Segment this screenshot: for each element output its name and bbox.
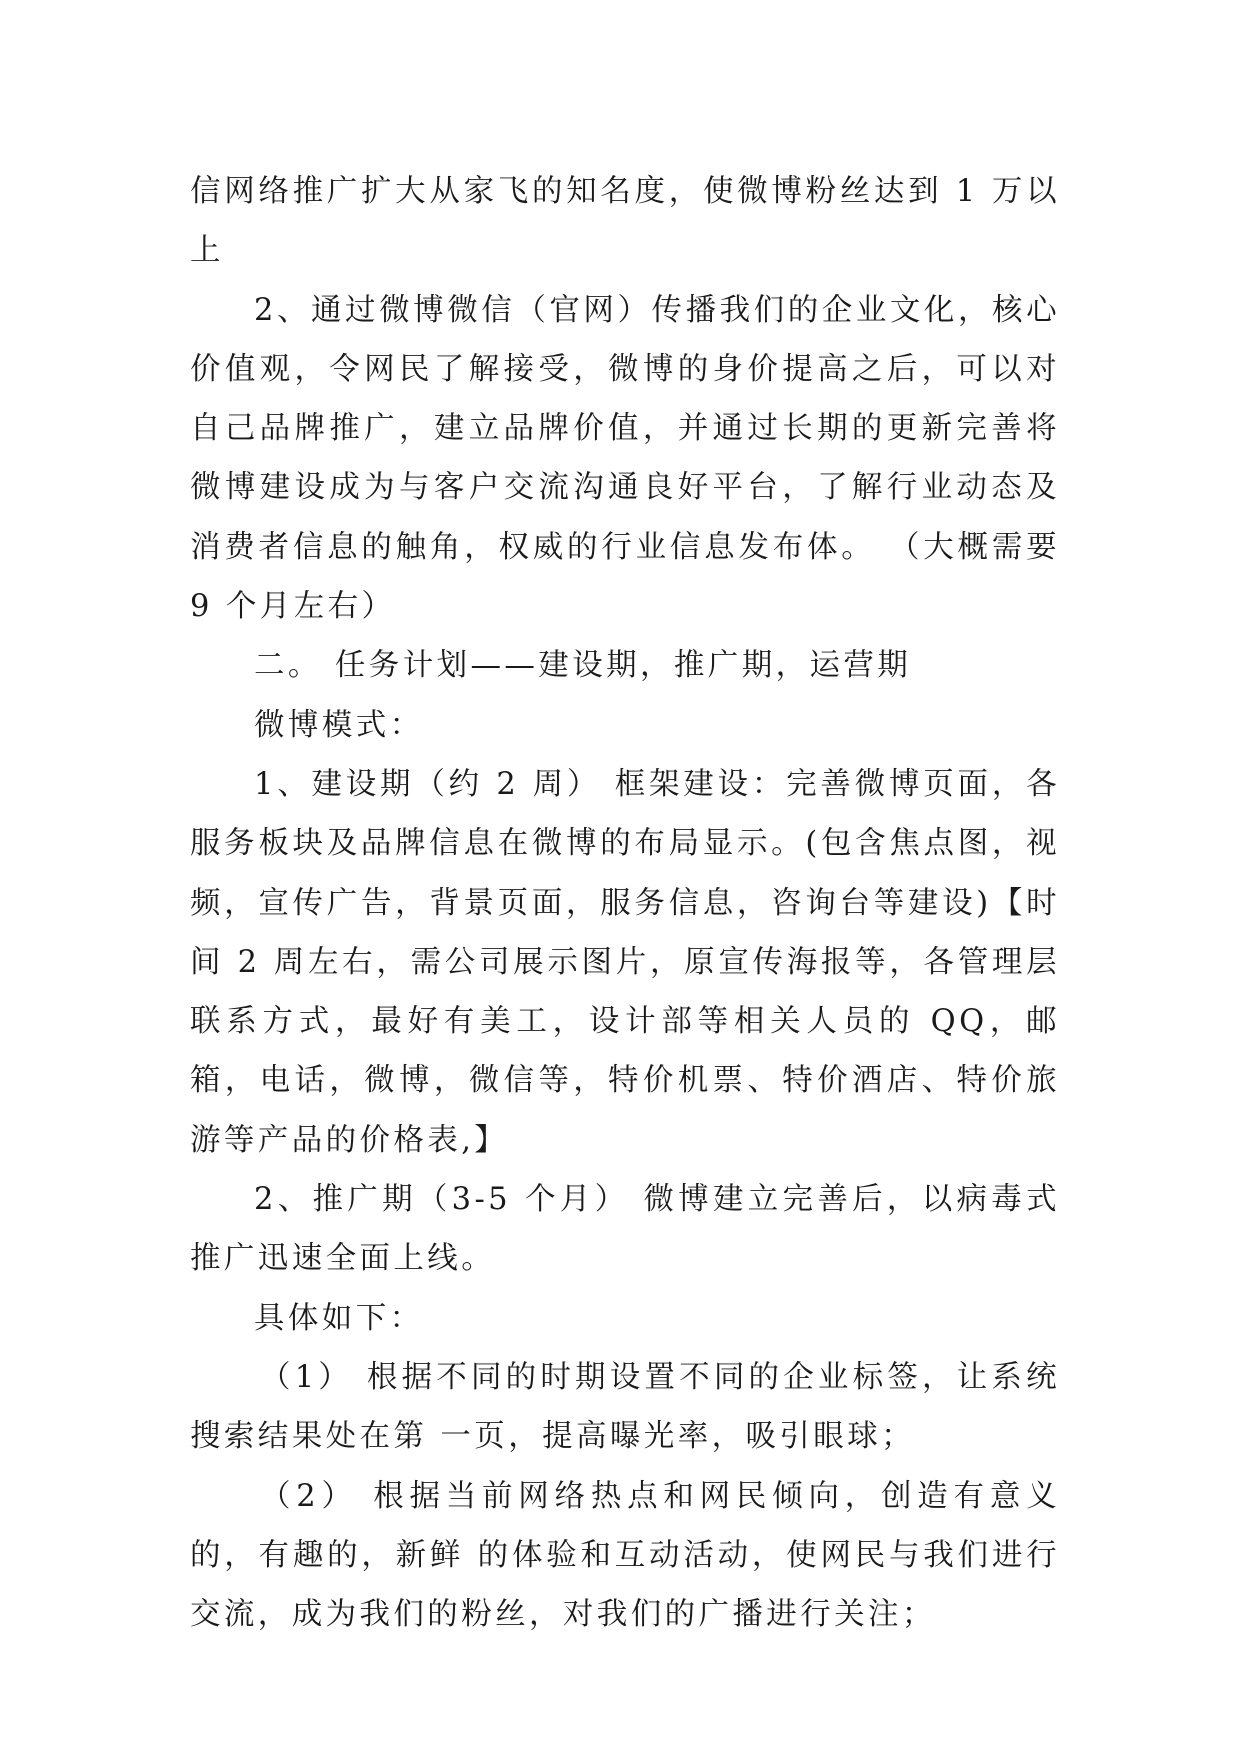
paragraph-details: 具体如下： bbox=[254, 1300, 424, 1336]
document-page bbox=[190, 162, 1074, 1644]
section-heading-task-plan: 二。 任务计划——建设期，推广期，运营期 bbox=[254, 648, 912, 684]
paragraph-construction-phase: 1、建设期（约 2 周） 框架建设：完善微博页面，各服务板块及品牌信息在微博的布局显示。(包含焦点图，视频，宣传广告，背景页面，服务信息，咨询台等建设)【时间 2 周左右，需公司展示图片，原宣传海报等，各管理层联系方式，最好有美工，设计部等相关人员的 QQ，邮箱，电话，微博，微信等，特价机票、特价酒店、特价旅游等产品的价格表,】 bbox=[190, 766, 1060, 1158]
paragraph-weibo-mode: 微博模式： bbox=[254, 707, 424, 743]
paragraph-continued: 信网络推广扩大从家飞的知名度，使微博粉丝达到 1 万以上 bbox=[190, 174, 1060, 269]
list-item-1: （1） 根据不同的时期设置不同的企业标签，让系统搜索结果处在第 一页，提高曝光率，吸引眼球； bbox=[190, 1359, 1060, 1455]
paragraph-promotion-phase: 2、推广期（3-5 个月） 微博建立完善后，以病毒式推广迅速全面上线。 bbox=[190, 1182, 1060, 1277]
list-item-2: （2） 根据当前网络热点和网民倾向，创造有意义的，有趣的，新鲜 的体验和互动活动，使网民与我们进行交流，成为我们的粉丝，对我们的广播进行关注； bbox=[190, 1478, 1060, 1633]
paragraph-goal-2: 2、通过微博微信（官网）传播我们的企业文化，核心价值观，令网民了解接受，微博的身价提高之后，可以对自己品牌推广，建立品牌价值，并通过长期的更新完善将微博建设成为与客户交流沟通良好平台，了解行业动态及消费者信息的触角，权威的行业信息发布体。 （大概需要 9 个月左右） bbox=[190, 292, 1074, 625]
